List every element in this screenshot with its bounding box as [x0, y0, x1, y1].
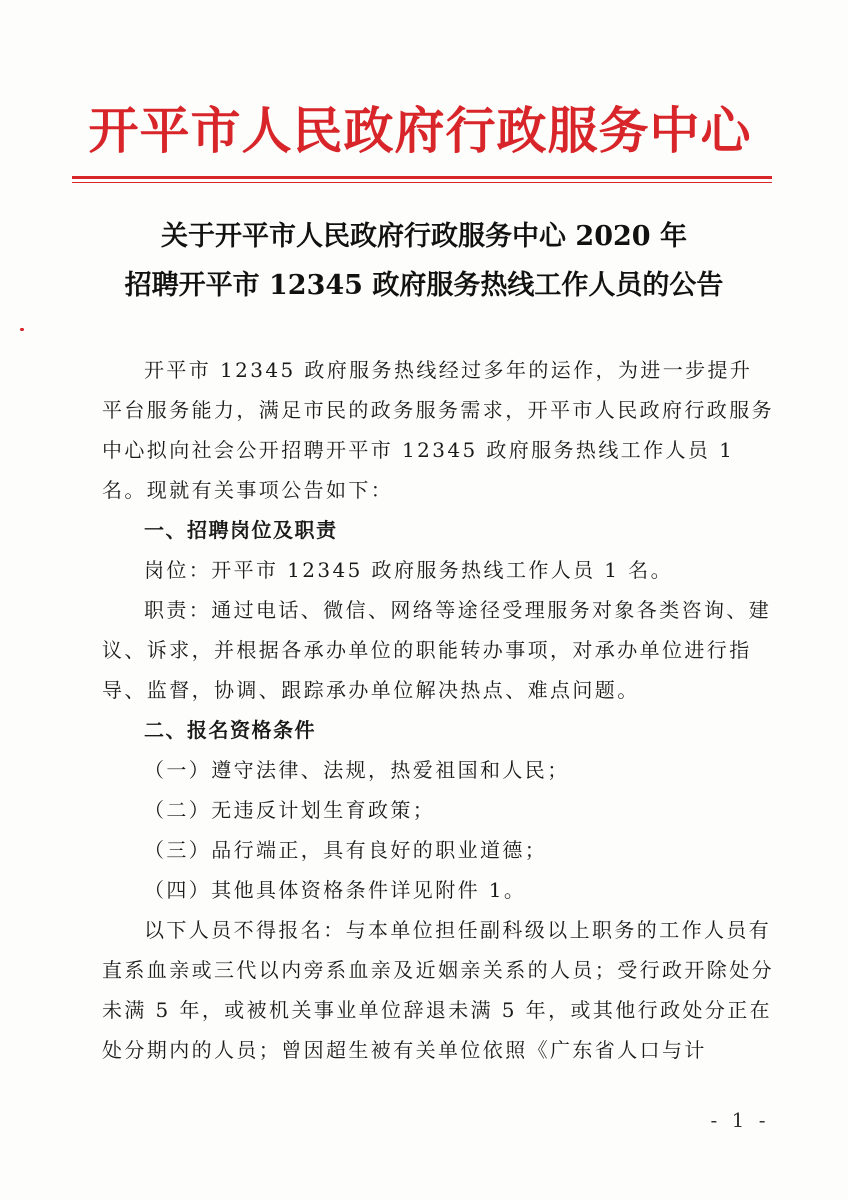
scan-speck	[20, 328, 24, 331]
intro-paragraph: 开平市 12345 政府服务热线经过多年的运作，为进一步提升平台服务能力，满足市民的政务服务需求，开平市人民政府行政服务中心拟向社会公开招聘开平市 12345 政府服务热线工作人员 1 名。现就有关事项公告如下：	[102, 358, 774, 502]
section-heading-eligibility: 二、报名资格条件	[144, 718, 316, 742]
section-heading-positions: 一、招聘岗位及职责	[144, 518, 338, 542]
letterhead-title: 开平市人民政府行政服务中心	[88, 101, 752, 160]
letterhead-rule-thin	[72, 182, 772, 183]
duties-paragraph: 职责：通过电话、微信、网络等途径受理服务对象各类咨询、建议、诉求，并根据各承办单位的职能转办事项，对承办单位进行指导、监督，协调、跟踪承办单位解决热点、难点问题。	[102, 598, 772, 702]
condition-item: （二）无违反计划生育政策；	[144, 798, 436, 822]
condition-item: （四）其他具体资格条件详见附件 1。	[144, 878, 527, 902]
page-number: - 1 -	[710, 1108, 770, 1132]
announcement-title	[60, 212, 788, 310]
title-line-1: 关于开平市人民政府行政服务中心 2020 年	[161, 221, 687, 252]
title-line-2: 招聘开平市 12345 政府服务热线工作人员的公告	[124, 270, 724, 301]
exclusions-paragraph: 以下人员不得报名：与本单位担任副科级以上职务的工作人员有直系血亲或三代以内旁系血亲及近姻亲关系的人员；受行政开除处分未满 5 年，或被机关事业单位辞退未满 5 年，或其他行政处分正在处分期内的人员；曾因超生被有关单位依照《广东省人口与计	[102, 918, 774, 1062]
condition-item: （三）品行端正，具有良好的职业道德；	[144, 838, 548, 862]
announcement-body	[102, 350, 774, 1070]
letterhead-rule-thick	[72, 176, 772, 179]
condition-item: （一）遵守法律、法规，热爱祖国和人民；	[144, 758, 570, 782]
position-paragraph: 岗位：开平市 12345 政府服务热线工作人员 1 名。	[144, 558, 673, 582]
